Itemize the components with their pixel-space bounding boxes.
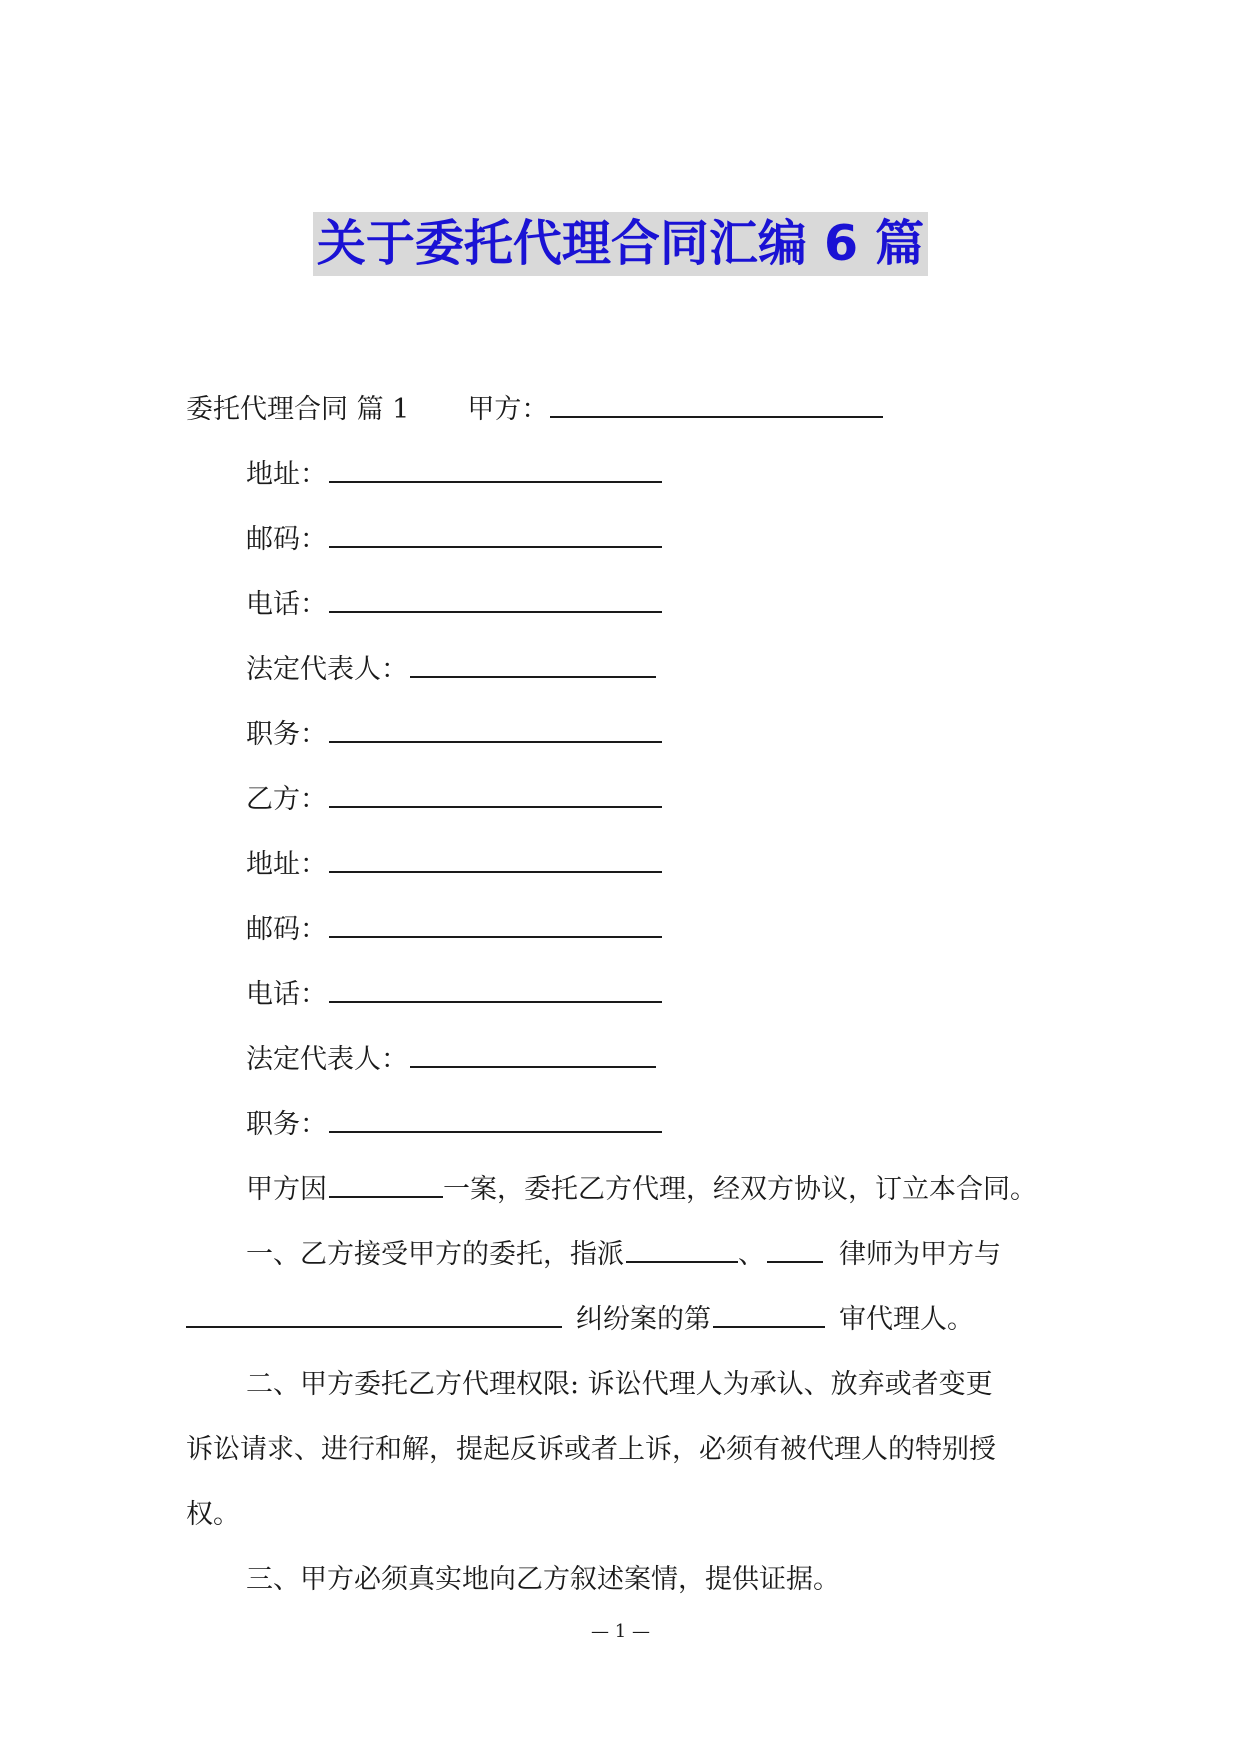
instance-blank[interactable] (713, 1302, 825, 1328)
field-legal-rep-a (246, 650, 656, 690)
field-position-b (246, 1105, 662, 1145)
p3-text-2: 诉讼请求、进行和解，提起反诉或者上诉，必须有被代理人的特别授 (186, 1434, 996, 1465)
field-blank[interactable] (329, 847, 662, 873)
field-blank[interactable] (329, 782, 662, 808)
field-label: 职务： (246, 1109, 327, 1140)
paragraph-3-line-1 (246, 1365, 993, 1405)
p2-text-a: 一、乙方接受甲方的委托，指派 (246, 1239, 624, 1270)
field-label: 法定代表人： (246, 654, 408, 685)
field-postcode-b (246, 910, 662, 950)
p1-text-a: 甲方因 (246, 1174, 327, 1205)
field-blank[interactable] (329, 587, 662, 613)
field-blank[interactable] (329, 717, 662, 743)
p4-text: 三、甲方必须真实地向乙方叙述案情，提供证据。 (246, 1564, 840, 1595)
field-label: 法定代表人： (246, 1044, 408, 1075)
paragraph-4 (246, 1560, 840, 1600)
dispute-blank[interactable] (186, 1302, 562, 1328)
field-position-a (246, 715, 662, 755)
page-number: — 1 — (591, 1621, 650, 1642)
paragraph-2-line-1 (246, 1235, 1001, 1275)
lawyer-1-blank[interactable] (626, 1237, 738, 1263)
p2-text-b: 、 (738, 1239, 765, 1270)
party-a-label: 甲方： (467, 394, 549, 425)
field-label: 电话： (246, 979, 327, 1010)
field-postcode-a (246, 520, 662, 560)
field-label: 邮码： (246, 914, 327, 945)
lawyer-2-blank[interactable] (767, 1237, 823, 1263)
field-blank[interactable] (329, 457, 662, 483)
field-label: 邮码： (246, 524, 327, 555)
field-address-a (246, 455, 662, 495)
section-heading: 委托代理合同 篇 1 (186, 394, 410, 425)
field-blank[interactable] (329, 977, 662, 1003)
field-label: 电话： (246, 589, 327, 620)
paragraph-3-line-3 (186, 1495, 240, 1535)
field-label: 职务： (246, 719, 327, 750)
field-label: 地址： (246, 459, 327, 490)
field-address-b (246, 845, 662, 885)
party-a-blank[interactable] (550, 392, 883, 418)
document-title: 关于委托代理合同汇编 6 篇 (313, 212, 928, 276)
p2-text-e: 审代理人。 (839, 1304, 974, 1335)
field-phone-b (246, 975, 662, 1015)
p3-text-1: 二、甲方委托乙方代理权限: 诉讼代理人为承认、放弃或者变更 (246, 1369, 993, 1400)
field-blank[interactable] (329, 912, 662, 938)
field-label: 地址： (246, 849, 327, 880)
field-blank[interactable] (410, 652, 656, 678)
field-blank[interactable] (329, 522, 662, 548)
title-wrap (0, 212, 1241, 276)
paragraph-2-line-2 (186, 1300, 974, 1340)
header-line (186, 390, 883, 430)
field-label: 乙方： (246, 784, 327, 815)
paragraph-3-line-2 (186, 1430, 996, 1470)
p2-text-c: 律师为甲方与 (839, 1239, 1001, 1270)
paragraph-1 (246, 1170, 1037, 1210)
field-blank[interactable] (410, 1042, 656, 1068)
p3-text-3: 权。 (186, 1499, 240, 1530)
p2-text-d: 纠纷案的第 (576, 1304, 711, 1335)
p1-text-b: 一案，委托乙方代理，经双方协议，订立本合同。 (443, 1174, 1037, 1205)
field-party-b (246, 780, 662, 820)
field-legal-rep-b (246, 1040, 656, 1080)
case-blank[interactable] (329, 1172, 443, 1198)
field-phone-a (246, 585, 662, 625)
field-blank[interactable] (329, 1107, 662, 1133)
